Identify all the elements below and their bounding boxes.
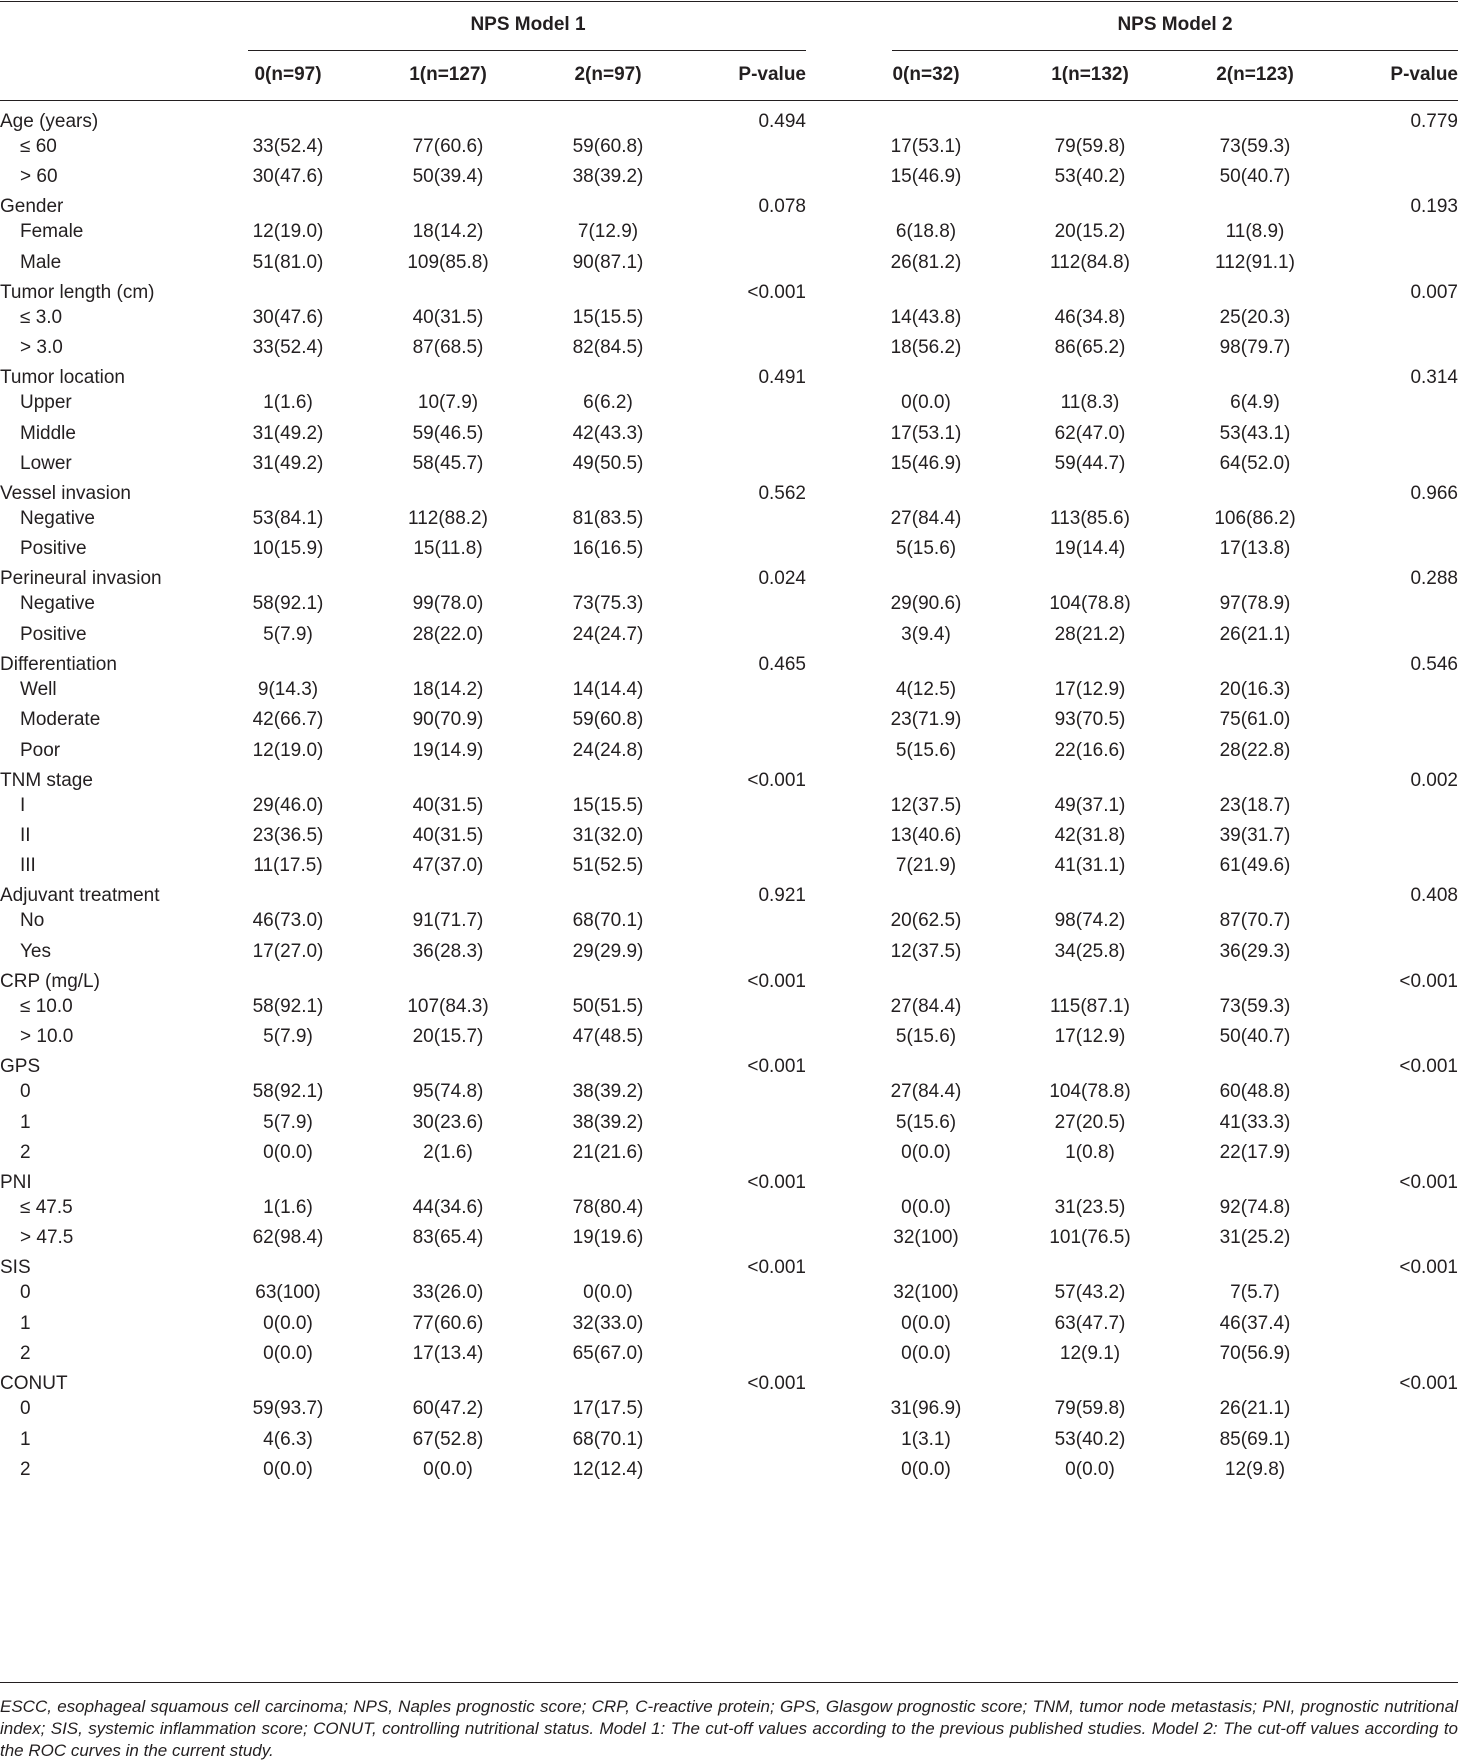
table-cell: 46(34.8)	[1054, 307, 1126, 328]
table-cell: 30(23.6)	[412, 1112, 484, 1133]
table-cell: 15(15.5)	[572, 795, 644, 816]
table-cell: 38(39.2)	[572, 1112, 644, 1133]
column-header: 0(n=97)	[254, 64, 322, 85]
table-cell: 29(46.0)	[252, 795, 324, 816]
row-label: CRP (mg/L)	[0, 971, 100, 992]
table-cell: 29(90.6)	[890, 593, 962, 614]
table-cell: 12(37.5)	[890, 941, 962, 962]
table-cell: 18(14.2)	[412, 221, 484, 242]
table-cell: 5(7.9)	[263, 624, 313, 645]
table-cell: 12(12.4)	[572, 1459, 644, 1480]
table-cell: 68(70.1)	[572, 910, 644, 931]
row-sublabel: 1	[20, 1429, 31, 1450]
table-cell: 5(7.9)	[263, 1026, 313, 1047]
table-cell: 18(56.2)	[890, 337, 962, 358]
table-cell: 77(60.6)	[412, 136, 484, 157]
table-cell: 5(15.6)	[895, 740, 957, 761]
table-cell: 59(60.8)	[572, 136, 644, 157]
table-cell: 25(20.3)	[1219, 307, 1291, 328]
table-cell: 68(70.1)	[572, 1429, 644, 1450]
table-cell: 11(8.9)	[1225, 221, 1285, 242]
column-header: 0(n=32)	[892, 64, 960, 85]
row-sublabel: 1	[20, 1313, 31, 1334]
table-cell: 95(74.8)	[412, 1081, 484, 1102]
table-cell: 58(45.7)	[412, 453, 484, 474]
row-sublabel: II	[20, 825, 31, 846]
table-cell: 11(17.5)	[253, 855, 323, 876]
row-sublabel: 0	[20, 1081, 31, 1102]
table-cell: 20(15.2)	[1054, 221, 1126, 242]
table-cell: 73(75.3)	[572, 593, 644, 614]
row-sublabel: 0	[20, 1282, 31, 1303]
p-value-cell: 0.966	[1410, 483, 1458, 504]
table-cell: 26(81.2)	[890, 252, 962, 273]
table-cell: 57(43.2)	[1054, 1282, 1126, 1303]
table-cell: 22(16.6)	[1054, 740, 1126, 761]
table-cell: 112(88.2)	[408, 508, 488, 529]
table-cell: 12(9.1)	[1059, 1343, 1121, 1364]
table-cell: 1(3.1)	[901, 1429, 951, 1450]
table-cell: 36(28.3)	[412, 941, 484, 962]
table-cell: 63(100)	[255, 1282, 321, 1303]
table-cell: 27(84.4)	[890, 1081, 962, 1102]
row-sublabel: > 10.0	[20, 1026, 74, 1047]
table-cell: 0(0.0)	[901, 1197, 951, 1218]
table-cell: 50(40.7)	[1219, 1026, 1291, 1047]
table-cell: 61(49.6)	[1219, 855, 1291, 876]
table-cell: 18(14.2)	[412, 679, 484, 700]
p-value-cell: <0.001	[747, 282, 806, 303]
table-cell: 19(14.4)	[1054, 538, 1126, 559]
table-cell: 112(84.8)	[1050, 252, 1130, 273]
p-value-cell: 0.007	[1410, 282, 1458, 303]
table-cell: 38(39.2)	[572, 166, 644, 187]
table-cell: 28(22.8)	[1219, 740, 1291, 761]
table-cell: 33(52.4)	[252, 337, 324, 358]
table-cell: 99(78.0)	[412, 593, 484, 614]
p-value-cell: 0.562	[758, 483, 806, 504]
row-label: Perineural invasion	[0, 568, 162, 589]
table-cell: 20(62.5)	[890, 910, 962, 931]
table-cell: 109(85.8)	[407, 252, 489, 273]
table-cell: 58(92.1)	[252, 996, 324, 1017]
table-cell: 75(61.0)	[1219, 709, 1291, 730]
table-cell: 6(6.2)	[583, 392, 633, 413]
table-cell: 113(85.6)	[1050, 508, 1130, 529]
table-cell: 90(70.9)	[412, 709, 484, 730]
table-cell: 31(23.5)	[1054, 1197, 1126, 1218]
table-cell: 78(80.4)	[572, 1197, 644, 1218]
table-cell: 17(53.1)	[890, 423, 962, 444]
row-sublabel: Negative	[20, 593, 95, 614]
table-cell: 51(52.5)	[572, 855, 644, 876]
table-cell: 12(19.0)	[252, 740, 324, 761]
table-cell: 58(92.1)	[252, 593, 324, 614]
p-value-cell: 0.494	[758, 111, 806, 132]
table-cell: 16(16.5)	[572, 538, 644, 559]
table-cell: 17(53.1)	[890, 136, 962, 157]
table-cell: 22(17.9)	[1219, 1142, 1291, 1163]
p-value-cell: <0.001	[747, 770, 806, 791]
table-cell: 26(21.1)	[1219, 624, 1291, 645]
table-cell: 28(21.2)	[1054, 624, 1126, 645]
table-cell: 0(0.0)	[263, 1313, 313, 1334]
row-sublabel: No	[20, 910, 45, 931]
table-cell: 4(6.3)	[263, 1429, 313, 1450]
p-value-cell: 0.078	[758, 196, 806, 217]
header-rule	[0, 100, 1458, 101]
table-cell: 17(12.9)	[1054, 679, 1126, 700]
table-cell: 11(8.3)	[1060, 392, 1120, 413]
row-sublabel: Yes	[20, 941, 51, 962]
table-cell: 20(15.7)	[412, 1026, 484, 1047]
table-cell: 29(29.9)	[572, 941, 644, 962]
table-cell: 12(19.0)	[252, 221, 324, 242]
table-cell: 91(71.7)	[412, 910, 484, 931]
table-cell: 47(37.0)	[412, 855, 484, 876]
table-cell: 9(14.3)	[257, 679, 319, 700]
p-value-cell: <0.001	[747, 971, 806, 992]
row-sublabel: Middle	[20, 423, 76, 444]
table-cell: 1(0.8)	[1065, 1142, 1115, 1163]
table-cell: 40(31.5)	[412, 307, 484, 328]
table-cell: 92(74.8)	[1219, 1197, 1291, 1218]
table-cell: 32(33.0)	[572, 1313, 644, 1334]
table-cell: 33(52.4)	[252, 136, 324, 157]
table-cell: 33(26.0)	[412, 1282, 484, 1303]
table-cell: 0(0.0)	[901, 1343, 951, 1364]
p-value-cell: <0.001	[747, 1056, 806, 1077]
table-cell: 7(21.9)	[895, 855, 957, 876]
table-cell: 98(74.2)	[1054, 910, 1126, 931]
top-rule	[0, 1, 1458, 2]
group-title-nps-model-1: NPS Model 1	[470, 14, 586, 35]
row-sublabel: III	[20, 855, 36, 876]
table-cell: 5(7.9)	[263, 1112, 313, 1133]
column-header: P-value	[738, 64, 806, 85]
table-cell: 42(43.3)	[572, 423, 644, 444]
table-cell: 27(84.4)	[890, 508, 962, 529]
column-header: 2(n=123)	[1216, 64, 1294, 85]
table-cell: 86(65.2)	[1054, 337, 1126, 358]
p-value-cell: <0.001	[747, 1373, 806, 1394]
table-cell: 41(31.1)	[1054, 855, 1126, 876]
table-cell: 0(0.0)	[263, 1343, 313, 1364]
table-cell: 15(11.8)	[413, 538, 483, 559]
table-cell: 10(7.9)	[417, 392, 479, 413]
table-cell: 82(84.5)	[572, 337, 644, 358]
row-label: Differentiation	[0, 654, 117, 675]
row-label: Age (years)	[0, 111, 99, 132]
table-cell: 10(15.9)	[252, 538, 324, 559]
table-cell: 70(56.9)	[1219, 1343, 1291, 1364]
table-cell: 5(15.6)	[895, 1112, 957, 1133]
group-title-nps-model-2: NPS Model 2	[1117, 14, 1233, 35]
table-cell: 24(24.7)	[572, 624, 644, 645]
p-value-cell: 0.779	[1410, 111, 1458, 132]
table-cell: 12(37.5)	[890, 795, 962, 816]
table-cell: 62(47.0)	[1054, 423, 1126, 444]
table-cell: 0(0.0)	[901, 1313, 951, 1334]
table-cell: 17(12.9)	[1054, 1026, 1126, 1047]
table-cell: 58(92.1)	[252, 1081, 324, 1102]
table-cell: 20(16.3)	[1219, 679, 1291, 700]
table-cell: 19(19.6)	[572, 1227, 644, 1248]
table-cell: 36(29.3)	[1219, 941, 1291, 962]
table-cell: 49(37.1)	[1054, 795, 1126, 816]
table-cell: 106(86.2)	[1214, 508, 1296, 529]
table-cell: 53(84.1)	[252, 508, 324, 529]
p-value-cell: 0.921	[758, 885, 806, 906]
table-cell: 17(13.4)	[412, 1343, 484, 1364]
row-label: GPS	[0, 1056, 41, 1077]
row-sublabel: 1	[20, 1112, 31, 1133]
table-cell: 40(31.5)	[412, 825, 484, 846]
table-cell: 30(47.6)	[252, 166, 324, 187]
row-label: Tumor length (cm)	[0, 282, 155, 303]
table-cell: 15(46.9)	[890, 166, 962, 187]
table-cell: 1(1.6)	[263, 1197, 313, 1218]
group-rule-model-1	[248, 50, 806, 51]
table-cell: 63(47.7)	[1054, 1313, 1126, 1334]
table-cell: 0(0.0)	[423, 1459, 473, 1480]
table-cell: 7(5.7)	[1230, 1282, 1280, 1303]
p-value-cell: 0.288	[1410, 568, 1458, 589]
row-sublabel: Female	[20, 221, 84, 242]
table-cell: 73(59.3)	[1219, 136, 1291, 157]
column-header: 2(n=97)	[574, 64, 642, 85]
table-cell: 81(83.5)	[572, 508, 644, 529]
table-cell: 98(79.7)	[1219, 337, 1291, 358]
table-cell: 50(39.4)	[412, 166, 484, 187]
row-sublabel: Negative	[20, 508, 95, 529]
table-cell: 31(25.2)	[1219, 1227, 1291, 1248]
table-cell: 31(32.0)	[572, 825, 644, 846]
table-cell: 17(27.0)	[252, 941, 324, 962]
table-cell: 101(76.5)	[1049, 1227, 1131, 1248]
table-cell: 17(13.8)	[1219, 538, 1291, 559]
table-cell: 15(46.9)	[890, 453, 962, 474]
table-cell: 104(78.8)	[1049, 593, 1131, 614]
table-cell: 83(65.4)	[412, 1227, 484, 1248]
table-cell: 38(39.2)	[572, 1081, 644, 1102]
table-footnote: ESCC, esophageal squamous cell carcinoma; NPS, Naples prognostic score; CRP, C-reactive protein; GPS, Glasgow prognostic score; TNM, tumor node metastasis; PNI, prognostic nutritional index; SIS, systemic inflammation score; CONUT, controlling nutritional status. Model 1: The cut-off values according to the previous published studies. Model 2: The cut-off values according to the ROC curves in the current study.	[0, 1697, 1458, 1760]
table-cell: 53(40.2)	[1054, 1429, 1126, 1450]
p-value-cell: <0.001	[747, 1257, 806, 1278]
table-cell: 60(48.8)	[1219, 1081, 1291, 1102]
table-cell: 19(14.9)	[412, 740, 484, 761]
p-value-cell: <0.001	[1399, 971, 1458, 992]
table-cell: 14(14.4)	[572, 679, 644, 700]
row-sublabel: ≤ 47.5	[20, 1197, 73, 1218]
table-cell: 64(52.0)	[1219, 453, 1291, 474]
row-sublabel: Positive	[20, 538, 87, 559]
row-label: TNM stage	[0, 770, 93, 791]
row-label: Vessel invasion	[0, 483, 131, 504]
table-cell: 5(15.6)	[895, 538, 957, 559]
table-cell: 15(15.5)	[572, 307, 644, 328]
table-cell: 0(0.0)	[263, 1459, 313, 1480]
table-cell: 112(91.1)	[1215, 252, 1295, 273]
table-cell: 26(21.1)	[1219, 1398, 1291, 1419]
p-value-cell: 0.408	[1410, 885, 1458, 906]
row-sublabel: Well	[20, 679, 57, 700]
table-cell: 107(84.3)	[407, 996, 489, 1017]
row-sublabel: Positive	[20, 624, 87, 645]
table-cell: 42(31.8)	[1054, 825, 1126, 846]
table-cell: 46(73.0)	[252, 910, 324, 931]
table-cell: 31(96.9)	[890, 1398, 962, 1419]
table-cell: 53(43.1)	[1219, 423, 1291, 444]
table-cell: 4(12.5)	[895, 679, 957, 700]
p-value-cell: 0.465	[758, 654, 806, 675]
table-cell: 87(70.7)	[1219, 910, 1291, 931]
table-cell: 79(59.8)	[1054, 136, 1126, 157]
p-value-cell: <0.001	[1399, 1172, 1458, 1193]
table-cell: 79(59.8)	[1054, 1398, 1126, 1419]
table-cell: 2(1.6)	[423, 1142, 473, 1163]
table-cell: 50(40.7)	[1219, 166, 1291, 187]
table-cell: 1(1.6)	[263, 392, 313, 413]
table-cell: 77(60.6)	[412, 1313, 484, 1334]
table-cell: 21(21.6)	[572, 1142, 644, 1163]
column-header: P-value	[1390, 64, 1458, 85]
p-value-cell: 0.002	[1410, 770, 1458, 791]
row-sublabel: 2	[20, 1142, 31, 1163]
table-cell: 65(67.0)	[572, 1343, 644, 1364]
table-cell: 3(9.4)	[901, 624, 951, 645]
table-cell: 23(71.9)	[890, 709, 962, 730]
row-sublabel: > 3.0	[20, 337, 63, 358]
table-cell: 49(50.5)	[572, 453, 644, 474]
table-cell: 17(17.5)	[572, 1398, 644, 1419]
table-cell: 97(78.9)	[1219, 593, 1291, 614]
table-cell: 60(47.2)	[412, 1398, 484, 1419]
p-value-cell: <0.001	[1399, 1373, 1458, 1394]
table-cell: 6(4.9)	[1230, 392, 1280, 413]
table-cell: 14(43.8)	[890, 307, 962, 328]
table-cell: 90(87.1)	[572, 252, 644, 273]
p-value-cell: 0.314	[1410, 367, 1458, 388]
table-cell: 0(0.0)	[901, 1142, 951, 1163]
table-cell: 6(18.8)	[895, 221, 957, 242]
table-cell: 31(49.2)	[252, 453, 324, 474]
table-cell: 50(51.5)	[572, 996, 644, 1017]
table-cell: 59(44.7)	[1054, 453, 1126, 474]
row-label: Tumor location	[0, 367, 125, 388]
table-cell: 67(52.8)	[412, 1429, 484, 1450]
table-cell: 53(40.2)	[1054, 166, 1126, 187]
table-cell: 62(98.4)	[252, 1227, 324, 1248]
table-cell: 42(66.7)	[252, 709, 324, 730]
table-cell: 24(24.8)	[572, 740, 644, 761]
table-cell: 34(25.8)	[1054, 941, 1126, 962]
table-cell: 47(48.5)	[572, 1026, 644, 1047]
table-cell: 0(0.0)	[263, 1142, 313, 1163]
group-rule-model-2	[892, 50, 1458, 51]
table-cell: 51(81.0)	[252, 252, 324, 273]
row-label: CONUT	[0, 1373, 68, 1394]
row-sublabel: > 47.5	[20, 1227, 74, 1248]
table-cell: 23(18.7)	[1219, 795, 1291, 816]
table-cell: 31(49.2)	[252, 423, 324, 444]
row-label: SIS	[0, 1257, 31, 1278]
table-cell: 59(93.7)	[252, 1398, 324, 1419]
table-cell: 73(59.3)	[1219, 996, 1291, 1017]
table-cell: 46(37.4)	[1219, 1313, 1291, 1334]
table-cell: 0(0.0)	[583, 1282, 633, 1303]
table-cell: 7(12.9)	[577, 221, 639, 242]
table-cell: 5(15.6)	[895, 1026, 957, 1047]
row-sublabel: ≤ 3.0	[20, 307, 63, 328]
column-header: 1(n=127)	[409, 64, 487, 85]
row-sublabel: ≤ 60	[20, 136, 57, 157]
row-sublabel: Poor	[20, 740, 61, 761]
table-cell: 23(36.5)	[252, 825, 324, 846]
row-sublabel: I	[20, 795, 26, 816]
table-cell: 104(78.8)	[1049, 1081, 1131, 1102]
row-sublabel: Male	[20, 252, 62, 273]
table-cell: 0(0.0)	[901, 392, 951, 413]
p-value-cell: 0.024	[758, 568, 806, 589]
table-cell: 39(31.7)	[1219, 825, 1291, 846]
table-cell: 27(20.5)	[1054, 1112, 1126, 1133]
p-value-cell: <0.001	[747, 1172, 806, 1193]
table-cell: 41(33.3)	[1219, 1112, 1291, 1133]
table-cell: 32(100)	[893, 1282, 959, 1303]
table-cell: 30(47.6)	[252, 307, 324, 328]
column-header: 1(n=132)	[1051, 64, 1129, 85]
row-sublabel: 0	[20, 1398, 31, 1419]
p-value-cell: <0.001	[1399, 1257, 1458, 1278]
row-label: PNI	[0, 1172, 32, 1193]
p-value-cell: <0.001	[1399, 1056, 1458, 1077]
table-cell: 0(0.0)	[901, 1459, 951, 1480]
table-cell: 59(60.8)	[572, 709, 644, 730]
table-cell: 12(9.8)	[1224, 1459, 1286, 1480]
row-label: Adjuvant treatment	[0, 885, 160, 906]
row-sublabel: Moderate	[20, 709, 101, 730]
table-cell: 115(87.1)	[1050, 996, 1130, 1017]
bottom-rule	[0, 1682, 1458, 1683]
p-value-cell: 0.546	[1410, 654, 1458, 675]
table-cell: 40(31.5)	[412, 795, 484, 816]
p-value-cell: 0.193	[1410, 196, 1458, 217]
table-cell: 32(100)	[893, 1227, 959, 1248]
table-cell: 59(46.5)	[412, 423, 484, 444]
row-sublabel: 2	[20, 1459, 31, 1480]
table-cell: 44(34.6)	[412, 1197, 484, 1218]
table-cell: 87(68.5)	[412, 337, 484, 358]
row-sublabel: 2	[20, 1343, 31, 1364]
p-value-cell: 0.491	[758, 367, 806, 388]
row-sublabel: ≤ 10.0	[20, 996, 73, 1017]
row-label: Gender	[0, 196, 64, 217]
row-sublabel: Lower	[20, 453, 72, 474]
row-sublabel: > 60	[20, 166, 58, 187]
table-cell: 27(84.4)	[890, 996, 962, 1017]
row-sublabel: Upper	[20, 392, 72, 413]
table-cell: 28(22.0)	[412, 624, 484, 645]
table-cell: 85(69.1)	[1219, 1429, 1291, 1450]
table-cell: 0(0.0)	[1065, 1459, 1115, 1480]
table-cell: 13(40.6)	[890, 825, 962, 846]
table-cell: 93(70.5)	[1054, 709, 1126, 730]
